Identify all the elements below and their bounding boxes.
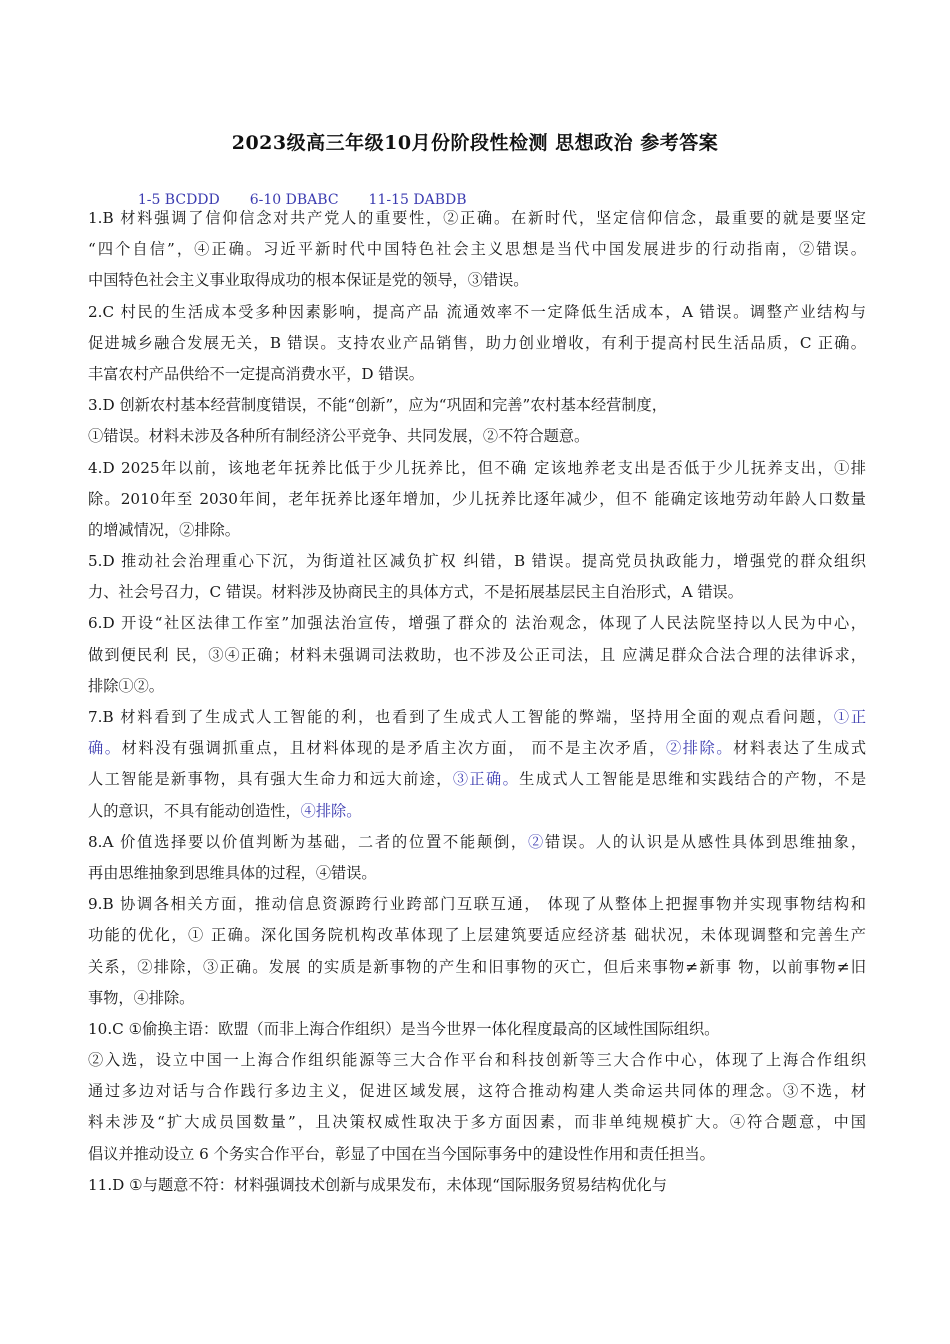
- text-segment: 8.A 价值选择要以价值判断为基础，二者的位置不能颠倒，: [88, 832, 528, 851]
- text-line: [88, 359, 866, 390]
- text-line: [88, 265, 866, 296]
- text-line: [88, 1014, 866, 1045]
- text-segment: 功能的优化，① 正确。深化国务院机构改革体现了上层建筑要适应经济基 础状况，未体现调整和完善生产: [88, 926, 866, 945]
- text-segment: 力、社会号召力，C 错误。材料涉及协商民主的具体方式，不是拓展基层民主自治形式，A 错误。: [88, 583, 743, 602]
- text-line: [88, 453, 866, 484]
- text-line: [88, 203, 866, 234]
- text-segment: 通过多边对话与合作践行多边主义，促进区域发展，这符合推动构建人类命运共同体的理念。③不选，材: [88, 1082, 866, 1101]
- text-segment: 再由思维抽象到思维具体的过程，④错误。: [88, 863, 377, 882]
- text-segment: 做到便民利 民，③④正确；材料未强调司法救助，也不涉及公正司法，且 应满足群众合法合理的法律诉求，: [88, 645, 866, 664]
- text-segment: 人的意识，不具有能动创造性，: [88, 801, 301, 820]
- text-line: [88, 1170, 866, 1201]
- text-segment: 中国特色社会主义事业取得成功的根本保证是党的领导，③错误。: [88, 271, 529, 290]
- text-segment: 错误。人的认识是从感性具体到思维抽象，: [544, 832, 867, 851]
- text-line: [88, 640, 866, 671]
- text-segment: 丰富农村产品供给不一定提高消费水平，D 错误。: [88, 364, 424, 383]
- answer-key-group: 6-10 DBABC: [249, 192, 339, 208]
- text-line: [88, 671, 866, 702]
- text-line: [88, 1076, 866, 1107]
- text-line: [88, 889, 866, 920]
- text-line: [88, 796, 866, 827]
- text-segment: 的增减情况，②排除。: [88, 520, 240, 539]
- text-segment: 1.B 材料强调了信仰信念对共产党人的重要性，②正确。在新时代，坚定信仰信念，最重要的就是要坚定: [88, 209, 866, 227]
- text-segment: 人工智能是新事物，具有强大生命力和远大前途，: [88, 770, 453, 789]
- text-segment: 生成式人工智能是思维和实践结合的产物，不是: [519, 770, 867, 789]
- text-line: [88, 1139, 866, 1170]
- text-segment: 倡议并推动设立 6 个务实合作平台，彰显了中国在当今国际事务中的建设性作用和责任担当。: [88, 1144, 715, 1163]
- text-line: [88, 484, 866, 515]
- text-line: [88, 764, 866, 795]
- text-segment: 7.B 材料看到了生成式人工智能的利，也看到了生成式人工智能的弊端，坚持用全面的观点看问题，: [88, 708, 834, 726]
- text-segment: 2.C 村民的生活成本受多种因素影响，提高产品 流通效率不一定降低生活成本，A 错误。调整产业结构与: [88, 302, 866, 321]
- text-line: [88, 1045, 866, 1076]
- text-line: [88, 1107, 866, 1138]
- highlighted-text: ②排除。: [665, 739, 734, 758]
- text-segment: 材料表达了生成式: [733, 739, 867, 758]
- text-segment: 料未涉及“扩大成员国数量”，且决策权威性取决于多方面因素，而非单纯规模扩大。④符合题意，中国: [88, 1113, 866, 1132]
- text-segment: 材料没有强调抓重点，且材料体现的是矛盾主次方面， 而不是主次矛盾，: [121, 739, 666, 758]
- text-line: [88, 546, 866, 577]
- highlighted-text: ③正确。: [452, 770, 520, 789]
- text-segment: 11.D ①与题意不符：材料强调技术创新与成果发布，未体现“国际服务贸易结构优化与: [88, 1175, 667, 1194]
- text-line: [88, 515, 866, 546]
- text-segment: 排除①②。: [88, 676, 164, 695]
- text-line: [88, 952, 866, 983]
- text-line: [88, 328, 866, 359]
- highlighted-text: ①正: [833, 708, 867, 726]
- text-segment: ②入选，设立中国一上海合作组织能源等三大合作平台和科技创新等三大合作中心，体现了上海合作组织: [88, 1051, 866, 1070]
- text-line: [88, 733, 866, 764]
- text-segment: 10.C ①偷换主语：欧盟（而非上海合作组织）是当今世界一体化程度最高的区域性国际组织。: [88, 1019, 720, 1038]
- text-segment: 5.D 推动社会治理重心下沉，为街道社区减负扩权 纠错，B 错误。提高党员执政能力，增强党的群众组织: [88, 552, 866, 571]
- text-line: [88, 983, 866, 1014]
- highlighted-text: ④排除。: [300, 801, 362, 820]
- answer-key-group: 11-15 DABDB: [368, 192, 467, 208]
- document-title: 2023级高三年级10月份阶段性检测 思想政治 参考答案: [231, 132, 719, 154]
- text-segment: 9.B 协调各相关方面，推动信息资源跨行业跨部门互联互通， 体现了从整体上把握事物并实现事物结构和: [88, 895, 866, 914]
- text-line: [88, 827, 866, 858]
- text-line: [88, 297, 866, 328]
- text-segment: 事物，④排除。: [88, 988, 195, 1007]
- text-line: [88, 920, 866, 951]
- text-line: [88, 234, 866, 265]
- text-segment: 促进城乡融合发展无关，B 错误。支持农业产品销售，助力创业增收，有利于提高村民生活品质，C 正确。: [88, 333, 866, 352]
- text-segment: 4.D 2025年以前，该地老年抚养比低于少儿抚养比，但不确 定该地养老支出是否低于少儿抚养支出，①排: [88, 458, 866, 477]
- answer-key-group: 1-5 BCDDD: [137, 192, 220, 208]
- text-line: [88, 702, 866, 733]
- highlighted-text: 确。: [88, 739, 122, 758]
- text-segment: 6.D 开设“社区法律工作室”加强法治宣传，增强了群众的 法治观念，体现了人民法院坚持以人民为中心，: [88, 614, 866, 633]
- text-segment: ①错误。材料未涉及各种所有制经济公平竞争、共同发展，②不符合题意。: [88, 427, 590, 446]
- text-line: [88, 608, 866, 639]
- text-segment: 3.D 创新农村基本经营制度错误，不能“创新”，应为“巩固和完善”农村基本经营制度，: [88, 396, 667, 415]
- highlighted-text: ②: [527, 832, 545, 851]
- text-line: [88, 858, 866, 889]
- text-line: [88, 577, 866, 608]
- text-line: [88, 421, 866, 452]
- text-segment: 除。2010年至 2030年间，老年抚养比逐年增加，少儿抚养比逐年减少，但不 能确定该地劳动年龄人口数量: [88, 489, 866, 508]
- text-segment: 关系，②排除，③正确。发展 的实质是新事物的产生和旧事物的灭亡，但后来事物≠新事 物，以前事物≠旧: [88, 957, 866, 976]
- text-segment: “四个自信”，④正确。习近平新时代中国特色社会主义思想是当代中国发展进步的行动指南，②错误。: [88, 240, 866, 259]
- explanations-body: [88, 203, 866, 1201]
- text-line: [88, 390, 866, 421]
